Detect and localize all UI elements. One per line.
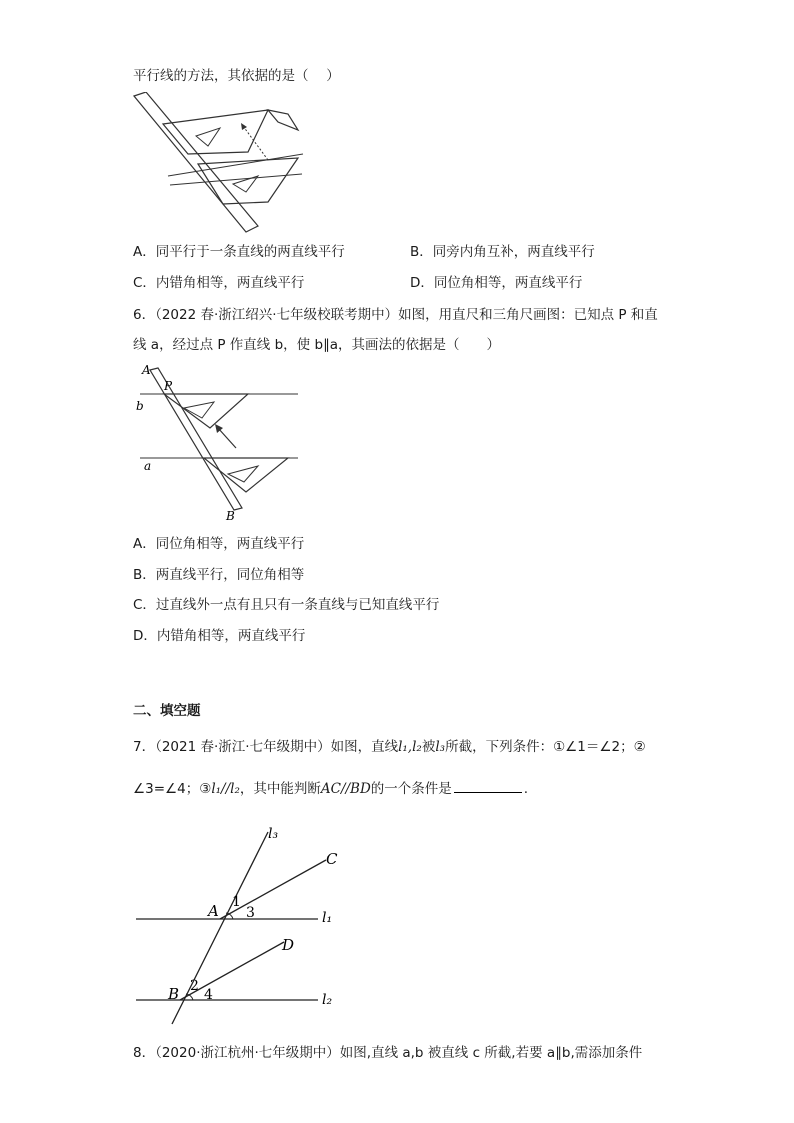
q7-line2-prefix: ∠3=∠4；③	[133, 781, 212, 797]
q7-label-l1: l₁	[322, 910, 333, 926]
q7-line1-lines: l₁,l₂	[398, 739, 422, 755]
q6-figure	[132, 362, 302, 522]
q7-answer-blank[interactable]	[454, 779, 522, 793]
q7-line2-parallel: l₁//l₂	[211, 781, 240, 797]
q5-option-d[interactable]: D．同位角相等，两直线平行	[410, 275, 583, 291]
q5-option-b[interactable]: B．同旁内角互补，两直线平行	[410, 244, 595, 260]
q6-arrow	[218, 428, 236, 448]
q7-label-l3: l₃	[268, 826, 279, 842]
q7-label-C: C	[326, 850, 338, 868]
q7-label-l2: l₂	[322, 992, 333, 1008]
q7-label-2: 2	[190, 978, 199, 994]
q7-label-A: A	[208, 902, 219, 920]
q7-ray-AC	[220, 860, 326, 919]
q7-line2-suffix: 的一个条件是	[370, 781, 452, 797]
q7-figure	[130, 822, 350, 1027]
q7-line-l3	[172, 832, 268, 1024]
q6-label-A: A	[142, 363, 151, 377]
q5-figure	[128, 92, 308, 237]
q6-option-b[interactable]: B．两直线平行，同位角相等	[133, 567, 305, 583]
q6-option-d[interactable]: D．内错角相等，两直线平行	[133, 628, 306, 644]
q8-line1: 8．（2020·浙江杭州·七年级期中）如图,直线 a,b 被直线 c 所截,若要 a∥b,需添加条件	[133, 1045, 643, 1061]
q7-label-4: 4	[204, 987, 213, 1003]
q6-stem-line2: 线 a，经过点 P 作直线 b，使 b∥a，其画法的依据是（ ）	[133, 337, 501, 353]
q5-dotted-arrow	[243, 126, 268, 160]
q6-label-B: B	[226, 509, 235, 522]
q7-label-3: 3	[246, 905, 255, 921]
q7-line2-mid: ，其中能判断	[239, 781, 321, 797]
q7-line1-suffix: 所截，下列条件：①∠1＝∠2；②	[445, 739, 646, 755]
q7-label-1: 1	[232, 894, 241, 910]
q7-line1-l3: l₃	[435, 739, 446, 755]
section-heading: 二、填空题	[133, 703, 201, 719]
q6-option-c[interactable]: C．过直线外一点有且只有一条直线与已知直线平行	[133, 597, 440, 613]
q7-line2-relation: AC//BD	[320, 781, 371, 797]
q5-option-a[interactable]: A．同平行于一条直线的两直线平行	[133, 244, 345, 260]
q7-label-D: D	[282, 936, 295, 954]
q6-label-a: a	[144, 459, 152, 473]
q6-label-b: b	[136, 399, 144, 413]
q5-option-c[interactable]: C．内错角相等，两直线平行	[133, 275, 305, 291]
q7-line1-prefix: 7．（2021 春·浙江·七年级期中）如图，直线	[133, 739, 399, 755]
q6-stem-line1: 6．（2022 春·浙江绍兴·七年级校联考期中）如图，用直尺和三角尺画图：已知点 P 和直	[133, 307, 658, 323]
q7-line2	[133, 779, 528, 798]
q7-line2-end: .	[523, 781, 529, 797]
q7-label-B: B	[168, 985, 180, 1003]
q6-label-P: P	[164, 379, 173, 393]
q5-stem-end: 平行线的方法，其依据的是（ ）	[133, 68, 340, 84]
q6-triangle-bottom	[204, 458, 288, 492]
q7-line1	[133, 738, 646, 756]
q7-line1-mid: 被	[421, 739, 436, 755]
q6-option-a[interactable]: A．同位角相等，两直线平行	[133, 536, 305, 552]
